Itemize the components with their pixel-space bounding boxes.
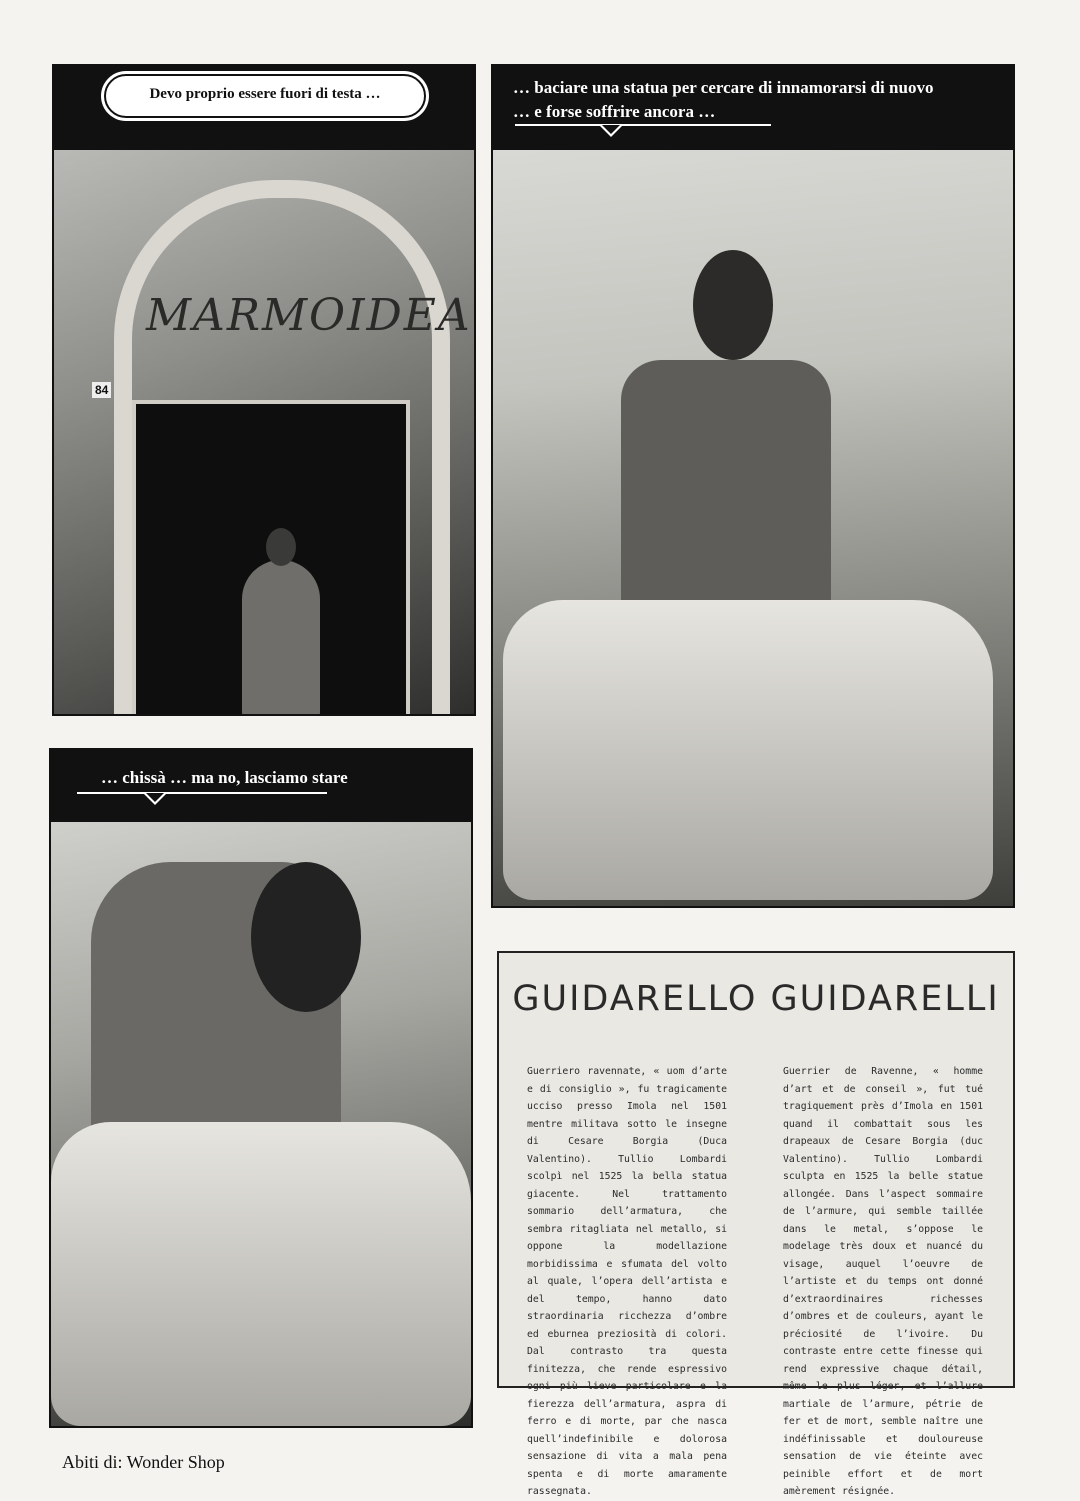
photo-panel-statue-standing: [491, 64, 1015, 908]
woman-head: [266, 528, 296, 566]
caption-text: … chissà … ma no, lasciamo stare: [101, 768, 348, 787]
speech-underline: [515, 124, 771, 126]
photo-doorway: [54, 150, 474, 714]
clothing-credit: Abiti di: Wonder Shop: [62, 1452, 225, 1472]
caption-text: Devo proprio essere fuori di testa …: [149, 86, 381, 102]
photo-woman-statue: [493, 150, 1013, 906]
shop-sign: MARMOIDEA: [146, 290, 472, 341]
photo-panel-statue-leaning: [49, 748, 473, 1428]
caption-bar: [51, 750, 471, 822]
photo-woman-leaning: [51, 822, 471, 1426]
recumbent-statue: [51, 1122, 471, 1426]
speech-tail-inner: [602, 125, 620, 134]
caption-line-1: … baciare una statua per cercare di innamorarsi di nuovo: [513, 78, 934, 97]
woman-head: [251, 862, 361, 1012]
article-italian-column: Guerriero ravennate, « uom d’arte e di consiglio », fu tragicamente ucciso presso Imola nel 1501 mentre militava sotto le insegne di Cesare Borgia (Duca Valentino). Tullio Lombardi scolpì nel 1525 la bella statua giacente. Nel trattamento sommario dell’armatura, che sembra ritagliata nel metallo, si oppone la modellazione morbidissima e sfumata del volto al quale, l’opera dell’artista e del tempo, hanno dato straordinaria ricchezza d’ombre ed eburnea preziosità di colori. Dal contrasto tra questa finitezza, che rende espressivo ogni più lieve particolare e la fierezza dell’armatura, aspra di ferro e di morte, par che nasca quell’indefinibile e dolorosa sensazione di vita a mala pena spenta e di morte amaramente rassegnata.: [527, 1066, 727, 1497]
woman-figure: [242, 560, 320, 716]
article-box: [497, 951, 1015, 1497]
caption-line-2: … e forse soffrire ancora …: [513, 102, 716, 121]
thought-bubble: [104, 74, 426, 118]
woman-head: [693, 250, 773, 360]
article-title: GUIDARELLO GUIDARELLI: [512, 979, 1000, 1019]
speech-tail-inner: [146, 793, 164, 802]
caption-bar: [493, 66, 1013, 150]
speech-underline: [77, 792, 327, 794]
recumbent-statue: [503, 600, 993, 900]
article-french-column: Guerrier de Ravenne, « homme d’art et de conseil », fut tué tragiquement près d’Imola en 1501 quand il combattait sous les drapeaux de Cesare Borgia (duc Valentino). Tullio Lombardi sculpta en 1525 la belle statue allongée. Dans l’aspect sommaire de l’armure, qui semble taillée dans le metal, s’oppose le modelage très doux et nuancé du visage, auquel l’oeuvre de l’artiste et du temps ont donné d’extraordinaires richesses d’ombres et de couleurs, ayant le préciosité de l’ivoire. Du contraste entre cette finesse qui rend expressive chaque détail, même le plus léger, et l’allure martiale de l’armure, pétrie de fer et de mort, semble naître une indéfinissable et douloureuse sensation de vie éteinte avec peinible effort et de mort amèrement résignée.: [783, 1066, 983, 1497]
photo-panel-doorway: [52, 64, 476, 716]
caption-bar: [54, 66, 474, 150]
house-number: 84: [92, 382, 111, 398]
